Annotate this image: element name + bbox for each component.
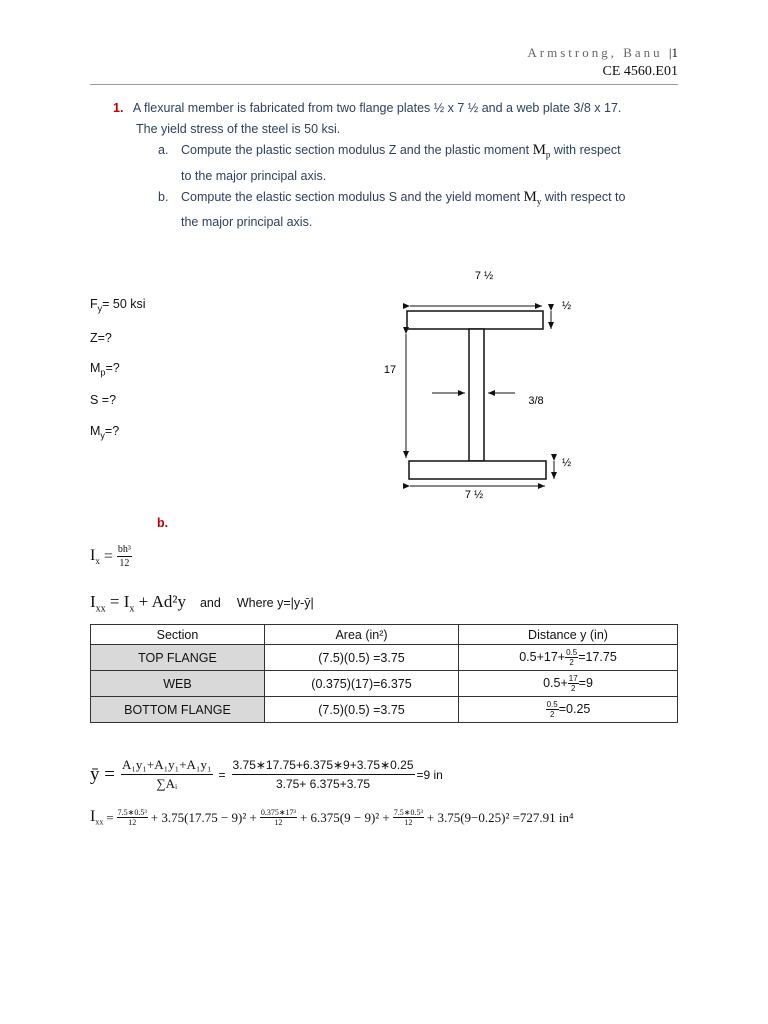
ixx-total-subscript: xx: [95, 817, 104, 827]
top-flange: [407, 311, 543, 329]
web: [469, 329, 484, 461]
part-a-marker: a.: [158, 143, 169, 157]
term2: + 3.75(17.75 − 9)² +: [150, 809, 257, 825]
ixx-symbol: I: [90, 592, 96, 611]
ybar-symbol: ȳ =: [90, 763, 115, 785]
term6-result: + 3.75(9−0.25)² =727.91 in⁴: [426, 809, 574, 825]
ix-symbol: I: [90, 546, 96, 564]
header-rule: [90, 84, 678, 85]
cell-area: (0.375)(17)=6.375: [265, 671, 459, 697]
author-name: Armstrong, Banu: [527, 45, 663, 60]
part-b-symbol: M: [523, 188, 537, 205]
part-b-text: Compute the elastic section modulus S and the yield moment: [181, 189, 524, 204]
ixx-subscript: xx: [95, 603, 106, 615]
fy-subscript: y: [97, 303, 103, 314]
and-word: and: [199, 596, 221, 610]
ixx-rhs-tail: + Ad²y: [134, 592, 186, 611]
ybar-equation: [90, 756, 443, 793]
part-a-subscript: p: [545, 149, 551, 160]
web-thickness-label: 3/8: [528, 395, 544, 407]
ix-subscript: x: [95, 556, 100, 567]
cell-section: WEB: [91, 671, 265, 697]
my-symbol: M: [90, 424, 101, 438]
ixx-total-equation: [90, 808, 574, 827]
distance-denominator: 2: [570, 684, 576, 693]
my-subscript: y: [100, 430, 105, 441]
ybar-numerator: A₁y₁+A₁y₁+A₁y₁: [121, 756, 213, 775]
problem-part-b: [113, 187, 693, 234]
cell-section: TOP FLANGE: [91, 645, 265, 671]
part-b-text-end: with respect to: [541, 189, 626, 204]
distance-result: =0.25: [558, 701, 591, 716]
ix-formula: [90, 543, 132, 570]
course-code: CE 4560.E01: [602, 64, 678, 79]
cell-distance: [459, 671, 678, 697]
header-author: [527, 45, 678, 61]
given-z: Z=?: [90, 331, 112, 345]
table-row: [91, 671, 678, 697]
ybar-numeric-denominator: 3.75+ 6.375+3.75: [275, 777, 371, 791]
cell-area: (7.5)(0.5) =3.75: [265, 697, 459, 723]
cell-distance: [459, 645, 678, 671]
term4: + 6.375(9 − 9)² +: [299, 809, 390, 825]
problem-number: 1.: [113, 101, 124, 115]
ybar-equals: =: [218, 767, 226, 782]
table-row: [91, 645, 678, 671]
term3-numerator: 0.375∗17³: [260, 808, 296, 817]
ybar-result: =9 in: [416, 767, 443, 782]
distance-denominator: 2: [549, 710, 555, 719]
i-beam-diagram: [370, 260, 590, 500]
bottom-flange: [409, 461, 546, 479]
ix-numerator: bh³: [117, 544, 131, 555]
ixx-rhs: = I: [109, 592, 130, 611]
ybar-denominator: ∑Aᵢ: [156, 776, 178, 791]
part-a-line-2: to the major principal axis.: [181, 168, 327, 183]
term1-denominator: 12: [128, 818, 137, 827]
top-width-label: 7 ½: [474, 270, 494, 282]
part-b-label: b.: [157, 516, 169, 530]
ybar-numeric-numerator: 3.75∗17.75+6.375∗9+3.75∗0.25: [232, 756, 415, 775]
distance-denominator: 2: [569, 658, 574, 667]
col-header-distance: Distance y (in): [459, 625, 678, 645]
part-b-subscript: y: [536, 196, 542, 206]
ixx-rhs-subscript: x: [129, 603, 135, 615]
table-row: [91, 697, 678, 723]
ixx-total-symbol: I: [90, 808, 96, 826]
distance-numerator: 0.5: [546, 700, 558, 709]
ixx-total-equals: =: [106, 809, 114, 825]
ix-equals: =: [103, 547, 113, 565]
page-number: 1: [671, 45, 678, 60]
web-height-label: 17: [383, 364, 397, 376]
given-s: S =?: [90, 393, 117, 407]
problem-line-2: The yield stress of the steel is 50 ksi.: [136, 122, 341, 136]
distance-prefix: 0.5+17+: [519, 649, 566, 664]
mp-value: =?: [105, 361, 120, 375]
given-mp: [90, 361, 120, 378]
distance-numerator: 0.5: [566, 648, 578, 657]
term3-denominator: 12: [274, 818, 283, 827]
fy-value: = 50 ksi: [102, 297, 146, 311]
fy-symbol: F: [90, 297, 98, 311]
bottom-width-label: 7 ½: [464, 489, 484, 500]
col-header-section: Section: [91, 625, 265, 645]
part-a-symbol: M: [532, 142, 546, 158]
top-thickness-label: ½: [562, 300, 572, 312]
problem-line-1: A flexural member is fabricated from two flange plates ½ x 7 ½ and a web plate 3/8 x 17.: [132, 101, 622, 115]
part-a-text: Compute the plastic section modulus Z and the plastic moment: [181, 143, 533, 157]
distance-result: =17.75: [578, 649, 617, 664]
term5-denominator: 12: [404, 818, 413, 827]
ixx-formula-line: [90, 592, 314, 614]
col-header-area: Area (in²): [265, 625, 459, 645]
given-my: [90, 424, 119, 441]
mp-subscript: p: [100, 367, 106, 378]
ix-fraction: [117, 543, 132, 570]
distance-prefix: 0.5+: [543, 675, 568, 690]
cell-area: (7.5)(0.5) =3.75: [265, 645, 459, 671]
section-table: [90, 624, 678, 723]
bottom-thickness-label: ½: [562, 457, 572, 469]
cell-distance: [459, 697, 678, 723]
part-b-line-2: the major principal axis.: [181, 215, 313, 229]
distance-numerator: 17: [568, 674, 578, 683]
term5-numerator: 7.5∗0.5³: [393, 808, 423, 817]
cell-section: BOTTOM FLANGE: [91, 697, 265, 723]
ybar-numeric-fraction: [232, 756, 415, 793]
distance-result: =9: [578, 675, 593, 690]
where-clause: Where y=|y-ȳ|: [236, 596, 314, 610]
problem-part-a: [113, 140, 693, 187]
part-b-marker: b.: [158, 189, 169, 204]
given-fy: [90, 297, 146, 314]
mp-symbol: M: [90, 361, 101, 375]
my-value: =?: [104, 424, 120, 438]
problem-statement: [113, 98, 693, 233]
ix-denominator: 12: [119, 558, 130, 569]
part-a-text-end: with respect: [550, 143, 621, 157]
term1-numerator: 7.5∗0.5³: [117, 808, 147, 817]
ybar-symbolic-fraction: [121, 756, 213, 793]
page-separator: |: [668, 45, 672, 60]
